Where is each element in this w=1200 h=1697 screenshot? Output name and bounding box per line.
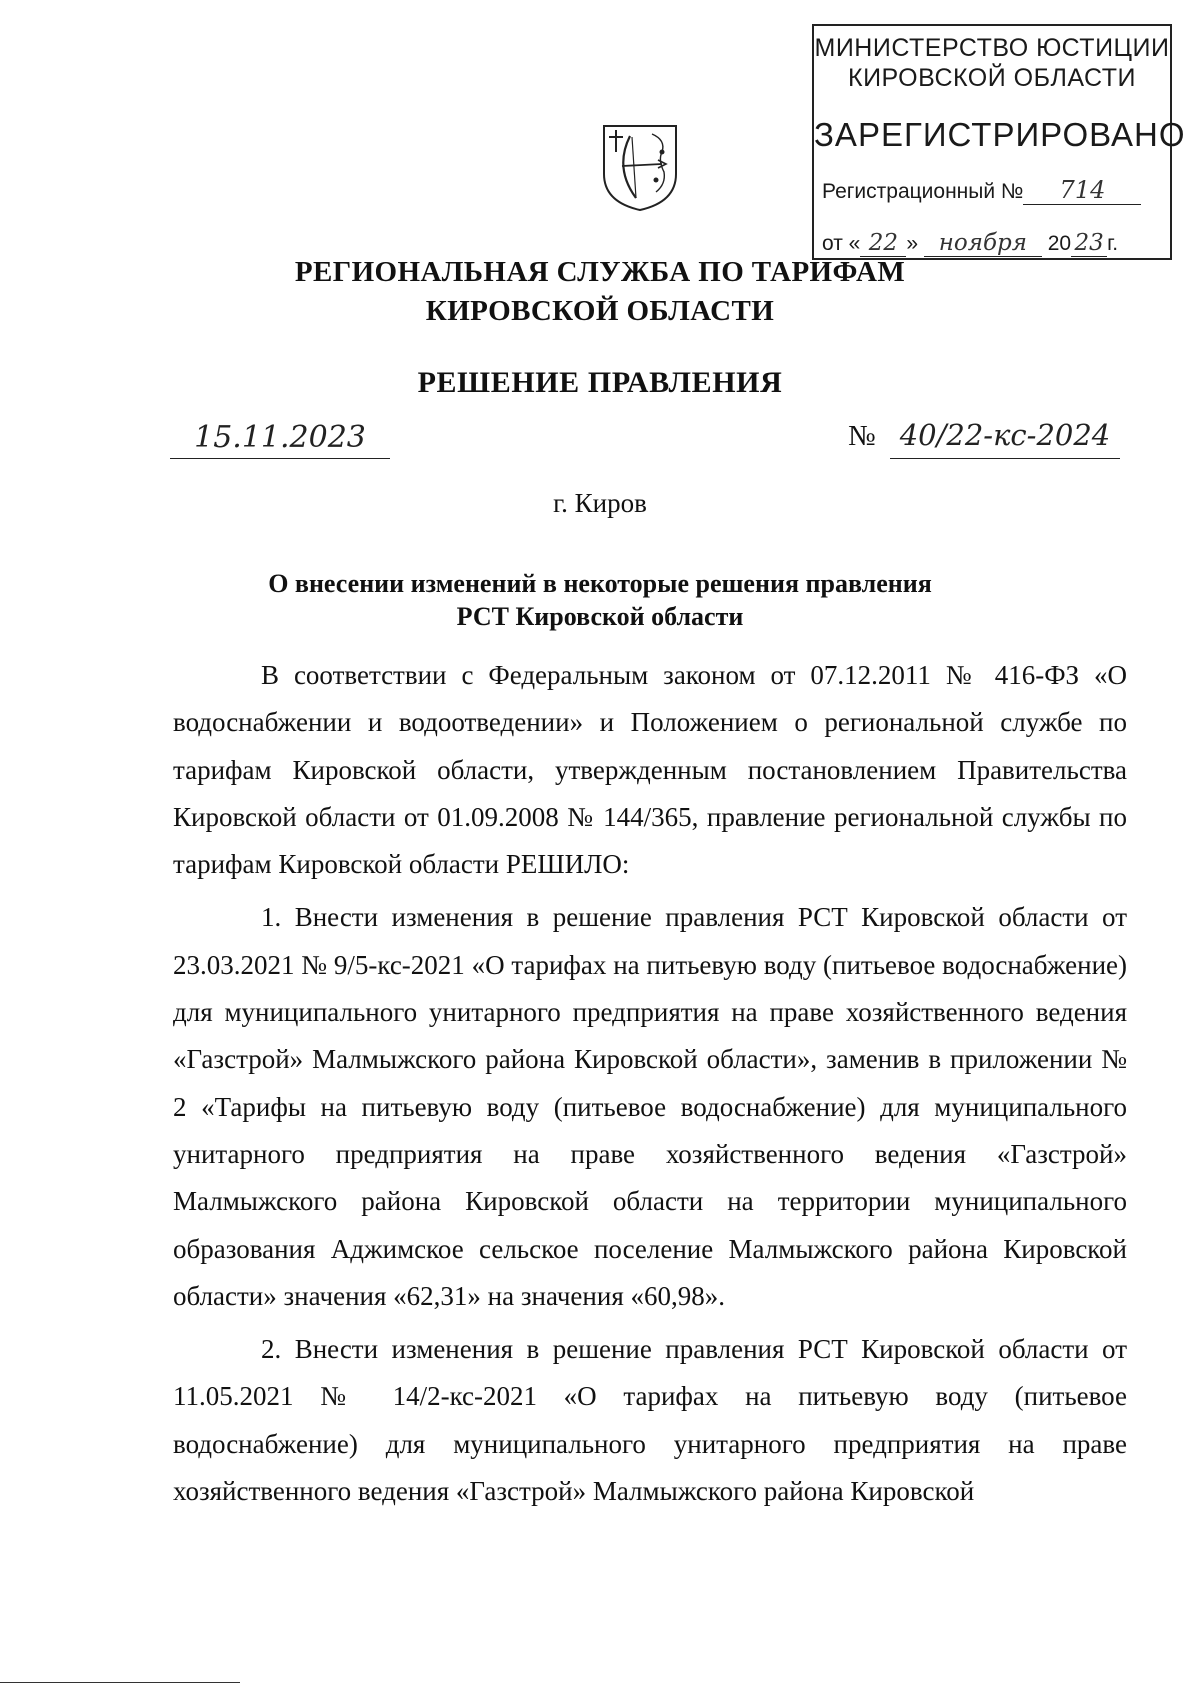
stamp-date-month: ноября	[924, 230, 1042, 257]
stamp-registration-row	[822, 176, 1141, 205]
subject-line2: РСТ Кировской области	[456, 602, 744, 631]
decision-number: 40/22-кс-2024	[890, 418, 1120, 459]
agency-name-line1: РЕГИОНАЛЬНАЯ СЛУЖБА ПО ТАРИФАМ	[294, 256, 906, 288]
document-subject	[180, 567, 1020, 633]
agency-name-line2: КИРОВСКОЙ ОБЛАСТИ	[425, 295, 775, 327]
subject-line1: О внесении изменений в некоторые решения правления	[268, 569, 932, 598]
stamp-date-year-suffix: 23	[1071, 230, 1107, 257]
registration-stamp	[812, 24, 1186, 260]
stamp-reg-number: 714	[1023, 176, 1141, 205]
preamble-paragraph: В соответствии с Федеральным законом от 07.12.2011 № 416-ФЗ «О водоснабжении и водоотведении» и Положением о региональной службе по тарифам Кировской области, утвержденным постановлением Правительства Кировской области от 01.09.2008 № 144/365, правление региональной службы по тарифам Кировской области РЕШИЛО:	[173, 660, 1127, 880]
document-type: РЕШЕНИЕ ПРАВЛЕНИЯ	[417, 366, 783, 399]
stamp-date-prefix: от «	[822, 232, 861, 255]
city: г. Киров	[553, 488, 647, 518]
coat-of-arms-icon	[600, 122, 680, 212]
stamp-reg-label: Регистрационный №	[822, 180, 1024, 203]
stamp-ministry-line: МИНИСТЕРСТВО ЮСТИЦИИ	[814, 34, 1170, 62]
item-2-paragraph: 2. Внести изменения в решение правления РСТ Кировской области от 11.05.2021 № 14/2-кс-2021 «О тарифах на питьевую воду (питьевое водоснабжение) для муниципального унитарного предприятия на праве хозяйственного ведения «Газстрой» Малмыжского района Кировской	[173, 1334, 1127, 1507]
stamp-date-day: 22	[860, 230, 906, 257]
stamp-date-row	[822, 230, 1118, 257]
decision-number-label: №	[848, 420, 876, 452]
document-body	[173, 652, 1127, 1515]
decision-date: 15.11.2023	[170, 420, 390, 459]
stamp-region-line: КИРОВСКОЙ ОБЛАСТИ	[848, 64, 1136, 92]
item-1-paragraph: 1. Внести изменения в решение правления РСТ Кировской области от 23.03.2021 № 9/5-кс-2021 «О тарифах на питьевую воду (питьевое водоснабжение) для муниципального унитарного предприятия на праве хозяйственного ведения «Газстрой» Малмыжского района Кировской области», заменив в приложении № 2 «Тарифы на питьевую воду (питьевое водоснабжение) для муниципального унитарного предприятия на праве хозяйственного ведения «Газстрой» Малмыжского района Кировской области на территории муниципального образования Аджимское сельское поселение Малмыжского района Кировской области» значения «62,31» на значения «60,98».	[173, 902, 1127, 1311]
stamp-date-end: г.	[1107, 232, 1119, 255]
footer-divider	[0, 1682, 240, 1683]
stamp-status: ЗАРЕГИСТРИРОВАНО	[814, 116, 1186, 153]
stamp-date-year-prefix: 20	[1047, 232, 1072, 255]
stamp-date-mid: »	[906, 232, 919, 255]
